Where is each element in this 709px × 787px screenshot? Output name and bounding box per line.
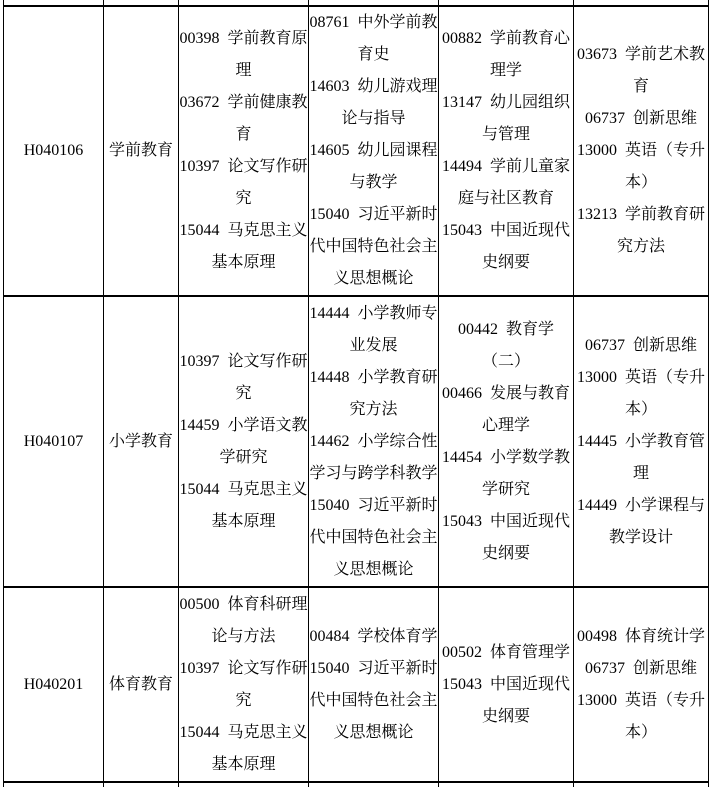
course-line: 13000 英语（专升 [576, 142, 705, 159]
course-line: 10397 论文写作研 [179, 158, 308, 175]
table-row-partial-bottom [4, 782, 709, 787]
course-line: 13213 学前教育研 [576, 206, 705, 223]
course-line: 理 [632, 464, 649, 482]
course-line: 10397 论文写作研 [179, 352, 308, 370]
course-line: 史纲要 [481, 544, 530, 562]
exam-course-table [3, 0, 709, 787]
course-line: 史纲要 [481, 707, 530, 725]
course-line: 14444 小学教师专 [309, 304, 438, 322]
course-line: 基本原理 [211, 512, 276, 530]
course-line: 学前教育 [108, 142, 173, 159]
major-code-cell [4, 587, 104, 782]
course-line: 小学教育 [108, 432, 173, 450]
course-line: 代中国特色社会主 [309, 238, 438, 255]
course-line: 13147 幼儿园组织 [441, 94, 570, 111]
course-line: 14454 小学数学教 [441, 448, 570, 466]
course-line: 本） [624, 723, 657, 741]
course-line: 义思想概论 [333, 270, 414, 287]
course-line: 00442 教育学 [457, 320, 554, 338]
course-line: 15044 马克思主义 [179, 480, 308, 498]
major-code-cell [4, 296, 104, 587]
course-line: 06737 创新思维 [584, 110, 697, 127]
course-line: 03672 学前健康教 [179, 94, 308, 111]
course-line: 00498 体育统计学 [576, 627, 705, 645]
course-group-3-cell [439, 296, 574, 587]
course-line: 00500 体育科研理 [179, 595, 308, 613]
course-line: 育 [235, 126, 252, 143]
empty-cell [574, 782, 709, 787]
course-line: 业发展 [349, 336, 398, 354]
empty-cell [104, 782, 179, 787]
course-line: 义思想概论 [333, 560, 414, 578]
course-line: 15043 中国近现代 [441, 675, 570, 693]
course-line: 学习与跨学科教学 [309, 464, 438, 482]
course-line: 代中国特色社会主 [309, 528, 438, 546]
course-line: 与教学 [349, 174, 398, 191]
course-line: 史纲要 [481, 254, 530, 271]
course-line: 究 [235, 190, 252, 207]
course-line: 体育教育 [108, 675, 173, 693]
course-line: 15040 习近平新时 [309, 496, 438, 514]
course-line: H040107 [23, 432, 84, 450]
table-row [4, 296, 709, 587]
course-group-1-cell [179, 296, 309, 587]
course-line: 15043 中国近现代 [441, 512, 570, 530]
course-line: 14459 小学语文教 [179, 416, 308, 434]
course-group-3-cell [439, 587, 574, 782]
course-group-3-cell [439, 6, 574, 296]
course-line: 代中国特色社会主 [309, 691, 438, 709]
empty-cell [4, 782, 104, 787]
course-line: 14448 小学教育研 [309, 368, 438, 386]
course-group-2-cell [309, 6, 439, 296]
table-body [4, 0, 709, 787]
course-line: 理学 [489, 62, 522, 79]
course-line: 10397 论文写作研 [179, 659, 308, 677]
course-line: 00398 学前教育原 [179, 30, 308, 47]
course-line: 13000 英语（专升 [576, 691, 705, 709]
course-line: 究方法 [616, 238, 665, 255]
course-line: （二） [481, 352, 530, 370]
table-row [4, 6, 709, 296]
course-line: 15044 马克思主义 [179, 222, 308, 239]
course-group-1-cell [179, 6, 309, 296]
course-line: 14494 学前儿童家 [441, 158, 570, 175]
course-line: 00466 发展与教育 [441, 384, 570, 402]
course-group-1-cell [179, 587, 309, 782]
course-group-2-cell [309, 296, 439, 587]
table-row [4, 587, 709, 782]
course-line: 心理学 [481, 416, 530, 434]
course-line: 究 [235, 384, 252, 402]
course-group-4-cell [574, 587, 709, 782]
course-line: 13000 英语（专升 [576, 368, 705, 386]
course-line: 00882 学前教育心 [441, 30, 570, 47]
course-line: 本） [624, 174, 657, 191]
course-line: 00484 学校体育学 [309, 627, 438, 645]
course-line: 究方法 [349, 400, 398, 418]
course-line: 理 [235, 62, 252, 79]
course-line: 学研究 [481, 480, 530, 498]
course-line: 15040 习近平新时 [309, 206, 438, 223]
course-line: 14449 小学课程与 [576, 496, 705, 514]
course-line: 育 [632, 78, 649, 95]
course-line: 论与方法 [211, 627, 276, 645]
major-name-cell [104, 296, 179, 587]
course-line: 与管理 [481, 126, 530, 143]
course-line: 基本原理 [211, 755, 276, 773]
course-line: 论与指导 [341, 110, 406, 127]
course-line: 庭与社区教育 [457, 190, 554, 207]
major-name-cell [104, 6, 179, 296]
empty-cell [179, 782, 309, 787]
course-line: 08761 中外学前教 [309, 14, 438, 31]
course-group-4-cell [574, 296, 709, 587]
course-line: 教学设计 [608, 528, 673, 546]
course-group-4-cell [574, 6, 709, 296]
course-line: 14603 幼儿游戏理 [309, 78, 438, 95]
course-line: 14445 小学教育管 [576, 432, 705, 450]
course-line: 学研究 [219, 448, 268, 466]
course-line: 究 [235, 691, 252, 709]
empty-cell [439, 782, 574, 787]
course-line: 基本原理 [211, 254, 276, 271]
course-group-2-cell [309, 587, 439, 782]
course-line: H040106 [23, 142, 84, 159]
course-line: 15044 马克思主义 [179, 723, 308, 741]
course-line: 15043 中国近现代 [441, 222, 570, 239]
empty-cell [309, 782, 439, 787]
course-line: 06737 创新思维 [584, 336, 697, 354]
course-line: 15040 习近平新时 [309, 659, 438, 677]
course-line: 00502 体育管理学 [441, 643, 570, 661]
major-code-cell [4, 6, 104, 296]
course-line: 03673 学前艺术教 [576, 46, 705, 63]
major-name-cell [104, 587, 179, 782]
course-line: 14462 小学综合性 [309, 432, 438, 450]
course-line: 义思想概论 [333, 723, 414, 741]
course-line: 06737 创新思维 [584, 659, 697, 677]
course-line: 14605 幼儿园课程 [309, 142, 438, 159]
course-line: H040201 [23, 675, 84, 693]
course-line: 本） [624, 400, 657, 418]
course-line: 育史 [357, 46, 390, 63]
